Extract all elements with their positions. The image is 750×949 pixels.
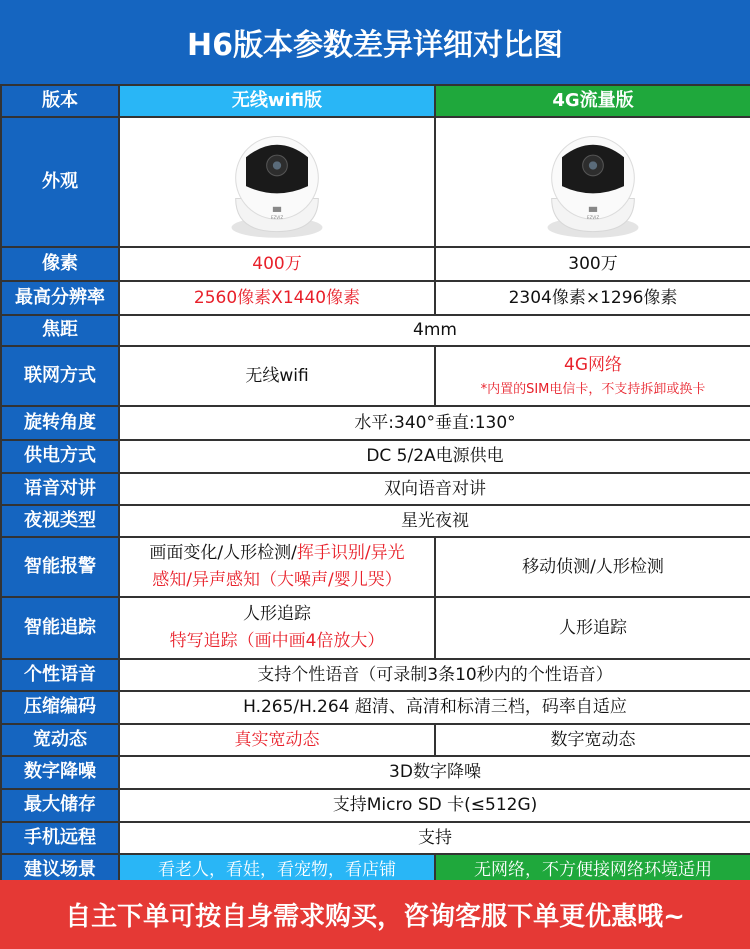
alarm-wifi-part1: 画面变化/人形检测/ <box>149 542 297 563</box>
table-row <box>1 537 750 597</box>
row-label-version: 版本 <box>1 85 119 117</box>
spec-table <box>0 84 750 887</box>
pixels-4g: 300万 <box>435 247 750 281</box>
row-label-night: 夜视类型 <box>1 505 119 537</box>
storage-value: 支持Micro SD 卡(≤512G) <box>119 789 750 822</box>
wdr-4g: 数字宽动态 <box>435 724 750 756</box>
table-row <box>1 346 750 406</box>
svg-text:EZVIZ: EZVIZ <box>270 215 284 221</box>
row-label-custom-voice: 个性语音 <box>1 659 119 691</box>
table-row <box>1 789 750 822</box>
row-label-remote: 手机远程 <box>1 822 119 854</box>
row-label-storage: 最大储存 <box>1 789 119 822</box>
row-label-tracking: 智能追踪 <box>1 597 119 659</box>
row-label-network: 联网方式 <box>1 346 119 406</box>
row-label-voice: 语音对讲 <box>1 473 119 505</box>
remote-value: 支持 <box>119 822 750 854</box>
table-row <box>1 473 750 505</box>
camera-icon <box>531 120 655 244</box>
svg-text:EZVIZ: EZVIZ <box>586 215 600 221</box>
row-label-wdr: 宽动态 <box>1 724 119 756</box>
voice-value: 双向语音对讲 <box>119 473 750 505</box>
table-row <box>1 597 750 659</box>
row-label-rotation: 旋转角度 <box>1 406 119 440</box>
scenario-4g: 无网络，不方便接网络环境适用 <box>435 854 750 886</box>
tracking-4g: 人形追踪 <box>435 597 750 659</box>
table-row <box>1 691 750 724</box>
network-4g-value: 4G网络 <box>564 354 622 375</box>
table-row <box>1 85 750 117</box>
table-row <box>1 822 750 854</box>
column-header-4g: 4G流量版 <box>435 85 750 117</box>
table-row <box>1 117 750 247</box>
table-row <box>1 659 750 691</box>
network-4g-note: *内置的SIM电信卡，不支持拆卸或换卡 <box>480 381 706 397</box>
table-row <box>1 281 750 315</box>
alarm-wifi-part3: 感知/异声感知（大噪声/婴儿哭） <box>152 570 402 590</box>
row-label-dnr: 数字降噪 <box>1 756 119 789</box>
table-row <box>1 505 750 537</box>
row-label-appearance: 外观 <box>1 117 119 247</box>
power-value: DC 5/2A电源供电 <box>119 440 750 473</box>
resolution-wifi: 2560像素X1440像素 <box>119 281 435 315</box>
table-row <box>1 247 750 281</box>
network-wifi: 无线wifi <box>119 346 435 406</box>
row-label-resolution: 最高分辨率 <box>1 281 119 315</box>
tracking-wifi-part2: 特写追踪（画中画4倍放大） <box>169 631 385 651</box>
table-row <box>1 406 750 440</box>
custom-voice-value: 支持个性语音（可录制3条10秒内的个性语音） <box>119 659 750 691</box>
promo-banner: 自主下单可按自身需求购买，咨询客服下单更优惠哦~ <box>0 880 750 949</box>
rotation-value: 水平:340°垂直:130° <box>119 406 750 440</box>
camera-image-4g <box>435 117 750 247</box>
table-row <box>1 724 750 756</box>
row-label-pixels: 像素 <box>1 247 119 281</box>
camera-image-wifi <box>119 117 435 247</box>
focal-value: 4mm <box>119 315 750 346</box>
network-4g <box>435 346 750 406</box>
table-row <box>1 440 750 473</box>
alarm-wifi <box>119 537 435 597</box>
row-label-scenario: 建议场景 <box>1 854 119 886</box>
row-label-power: 供电方式 <box>1 440 119 473</box>
resolution-4g: 2304像素×1296像素 <box>435 281 750 315</box>
codec-value: H.265/H.264 超清、高清和标清三档，码率自适应 <box>119 691 750 724</box>
night-value: 星光夜视 <box>119 505 750 537</box>
tracking-wifi-part1: 人形追踪 <box>243 603 311 624</box>
table-row <box>1 756 750 789</box>
page-title: H6版本参数差异详细对比图 <box>0 0 750 84</box>
scenario-wifi: 看老人，看娃，看宠物，看店铺 <box>119 854 435 886</box>
table-row <box>1 315 750 346</box>
pixels-wifi: 400万 <box>119 247 435 281</box>
dnr-value: 3D数字降噪 <box>119 756 750 789</box>
camera-icon <box>215 120 339 244</box>
row-label-codec: 压缩编码 <box>1 691 119 724</box>
row-label-focal: 焦距 <box>1 315 119 346</box>
alarm-wifi-part2: 挥手识别/异光 <box>296 542 405 563</box>
row-label-alarm: 智能报警 <box>1 537 119 597</box>
tracking-wifi <box>119 597 435 659</box>
wdr-wifi: 真实宽动态 <box>119 724 435 756</box>
column-header-wifi: 无线wifi版 <box>119 85 435 117</box>
alarm-4g: 移动侦测/人形检测 <box>435 537 750 597</box>
